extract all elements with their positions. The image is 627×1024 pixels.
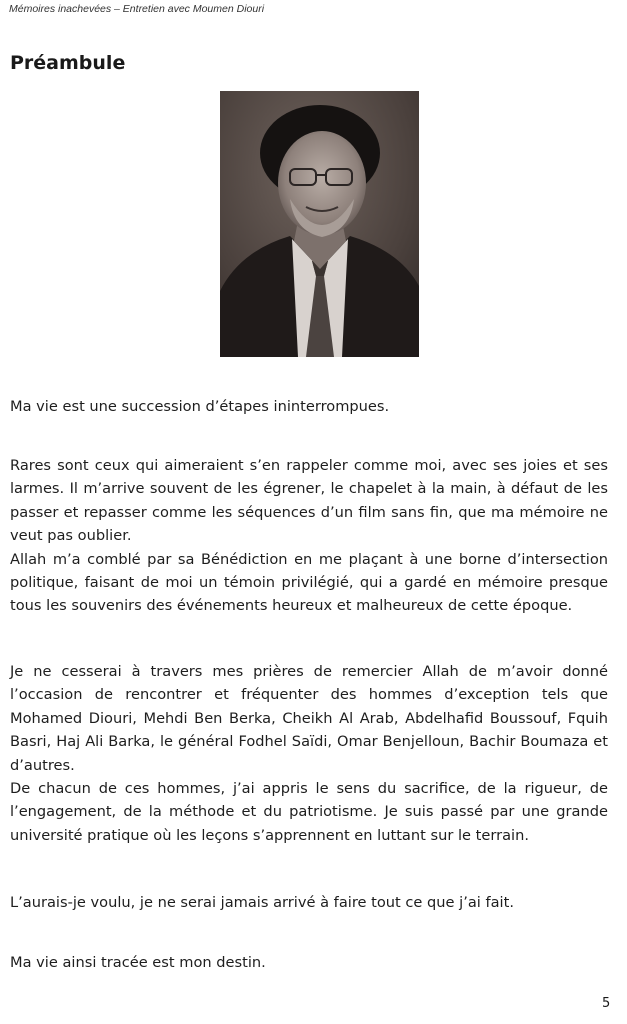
paragraph-3 — [10, 660, 608, 847]
paragraph-2 — [10, 454, 608, 618]
paragraph-5 — [10, 951, 608, 974]
paragraph-text: Ma vie est une succession d’étapes ininterrompues. — [10, 398, 390, 415]
page-title: Préambule — [10, 52, 126, 74]
paragraph-text: Rares sont ceux qui aimeraient s’en rappeler comme moi, avec ses joies et ses larmes. Il m’arrive souvent de les égrener, le chapelet à la main, à défaut de les passer et repasser comme les séquences d’un film sans fin, que ma mémoire ne veut pas oublier. — [10, 457, 608, 545]
paragraph-text: De chacun de ces hommes, j’ai appris le sens du sacrifice, de la rigueur, de l’engagement, de la méthode et du patriotisme. Je suis passé par une grande université pratique où les leçons s’apprennent en luttant sur le terrain. — [10, 780, 608, 844]
page-number: 5 — [602, 996, 611, 1011]
paragraph-text: L’aurais-je voulu, je ne serai jamais arrivé à faire tout ce que j’ai fait. — [10, 894, 514, 911]
author-portrait-photo — [220, 91, 419, 357]
running-header: Mémoires inachevées – Entretien avec Moumen Diouri — [9, 3, 265, 15]
paragraph-text: Ma vie ainsi tracée est mon destin. — [10, 954, 266, 971]
paragraph-1 — [10, 395, 608, 418]
paragraph-4 — [10, 891, 608, 914]
paragraph-text: Je ne cesserai à travers mes prières de remercier Allah de m’avoir donné l’occasion de rencontrer et fréquenter des hommes d’exception tels que Mohamed Diouri, Mehdi Ben Berka, Cheikh Al Arab, Abdelhafid Boussouf, Fquih Basri, Haj Ali Barka, le général Fodhel Saïdi, Omar Benjelloun, Bachir Boumaza et d’autres. — [10, 663, 608, 774]
paragraph-text: Allah m’a comblé par sa Bénédiction en me plaçant à une borne d’intersection politique, faisant de moi un témoin privilégié, qui a gardé en mémoire presque tous les souvenirs des événements heureux et malheureux de cette époque. — [10, 550, 608, 615]
